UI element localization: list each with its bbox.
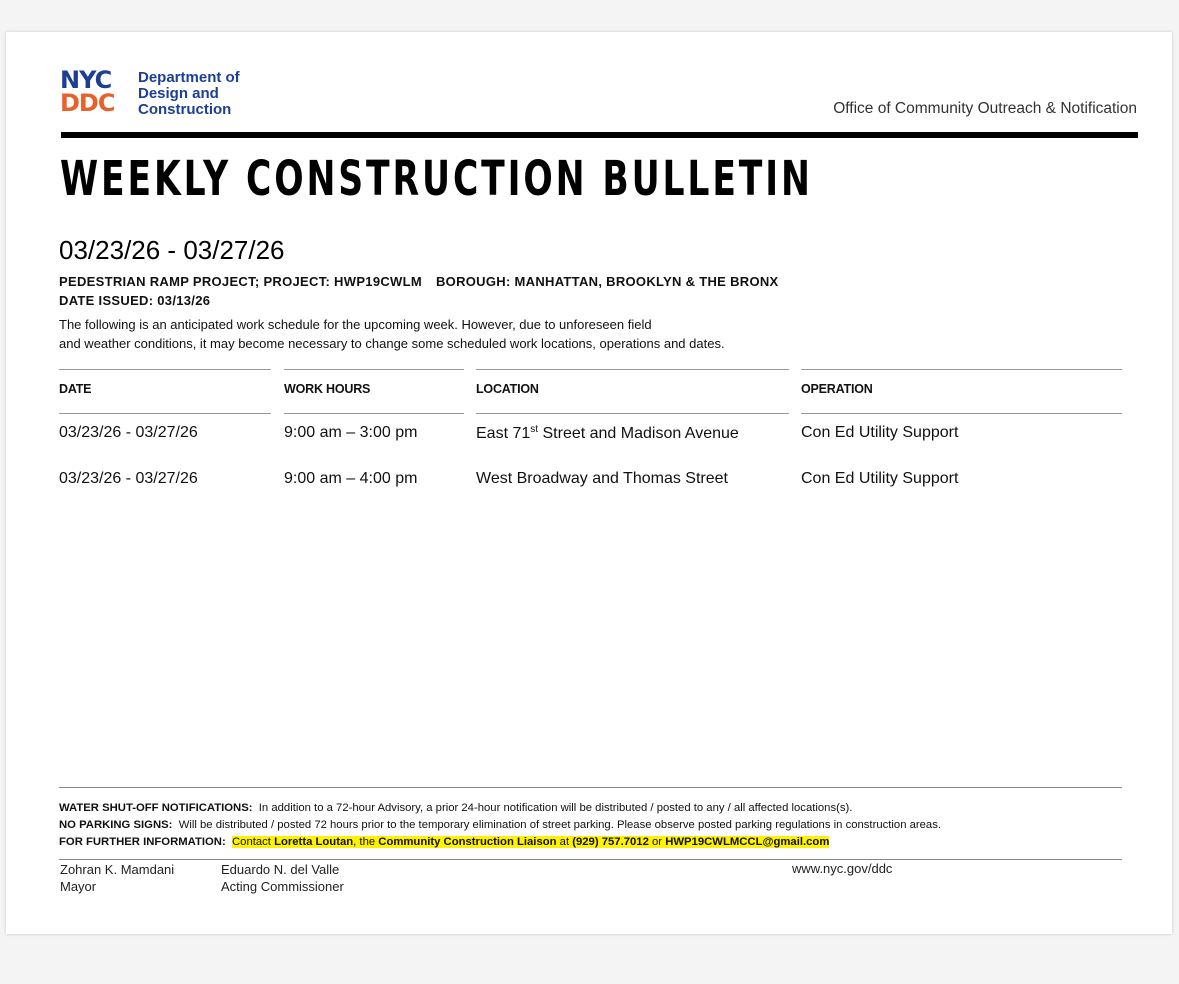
water-shutoff-note: WATER SHUT-OFF NOTIFICATIONS: In addition to a 72-hour Advisory, a prior 24-hour notification will be distributed / posted to any / all affected locations(s). [59,802,853,814]
table-rule [476,413,789,414]
dept-line-2: Design and [138,85,219,102]
bulletin-page [6,32,1172,934]
table-rule [476,369,789,370]
week-date-range: 03/23/26 - 03/27/26 [59,235,285,265]
borough-info: BOROUGH: MANHATTAN, BROOKLYN & THE BRONX [435,274,779,289]
contact-phone[interactable]: (929) 757.7012 [572,836,649,848]
date-issued: DATE ISSUED: 03/13/26 [59,293,211,308]
table-rule [801,413,1122,414]
row-operation: Con Ed Utility Support [801,424,959,441]
table-rule [284,413,464,414]
logo-ddc-mark: DDC [60,89,115,117]
header-divider [61,132,1138,138]
row-hours: 9:00 am – 4:00 pm [284,470,418,487]
logo-nyc-mark: NYC [60,66,112,94]
col-header-location: LOCATION [476,382,539,396]
row-location: East 71st Street and Madison Avenue [476,424,739,442]
table-rule [59,369,271,370]
intro-line-2: and weather conditions, it may become necessary to change some scheduled work locations, operations and dates. [59,336,725,351]
contact-email-link[interactable]: HWP19CWLMCCL@gmail.com [665,836,830,848]
bulletin-title: WEEKLY CONSTRUCTION BULLETIN [60,151,813,207]
notes-section [59,800,1139,851]
dept-line-1: Department of [138,69,240,86]
row-date: 03/23/26 - 03/27/26 [59,470,198,487]
dept-line-3: Construction [138,101,232,118]
table-rule [284,369,464,370]
table-rule [801,369,1122,370]
office-name: Office of Community Outreach & Notification [833,100,1137,117]
department-name [138,70,278,118]
mayor-signature [60,861,174,895]
intro-paragraph [59,315,819,353]
row-location: West Broadway and Thomas Street [476,470,728,487]
website-link[interactable]: www.nyc.gov/ddc [792,861,893,876]
row-date: 03/23/26 - 03/27/26 [59,424,198,441]
col-header-date: DATE [59,382,92,396]
footer-divider [59,859,1122,860]
project-info: PEDESTRIAN RAMP PROJECT; PROJECT: HWP19CWLM [59,274,422,289]
no-parking-note: NO PARKING SIGNS: Will be distributed / posted 72 hours prior to the temporary elimination of street parking. Please observe posted parking regulations in construction areas. [59,819,942,831]
col-header-operation: OPERATION [801,382,873,396]
contact-highlight: Contact Loretta Loutan, the Community Construction Liaison at (929) 757.7012 or HWP19CWLMCCL@gmail.com [232,836,830,848]
intro-line-1: The following is an anticipated work schedule for the upcoming week. However, due to unforeseen field [59,317,652,332]
commissioner-signature [221,861,344,895]
mayor-title: Mayor [60,879,97,894]
further-info-note: FOR FURTHER INFORMATION: Contact Loretta Loutan, the Community Construction Liaison at (929) 757.7012 or HWP19CWLMCCL@gmail.com [59,836,830,848]
notes-divider [59,787,1122,788]
commissioner-name: Eduardo N. del Valle [221,862,340,877]
table-rule [59,413,271,414]
commissioner-title: Acting Commissioner [221,879,344,894]
row-hours: 9:00 am – 3:00 pm [284,424,418,441]
row-operation: Con Ed Utility Support [801,470,959,487]
col-header-work-hours: WORK HOURS [284,382,371,396]
project-line [59,274,779,289]
mayor-name: Zohran K. Mamdani [60,862,175,877]
